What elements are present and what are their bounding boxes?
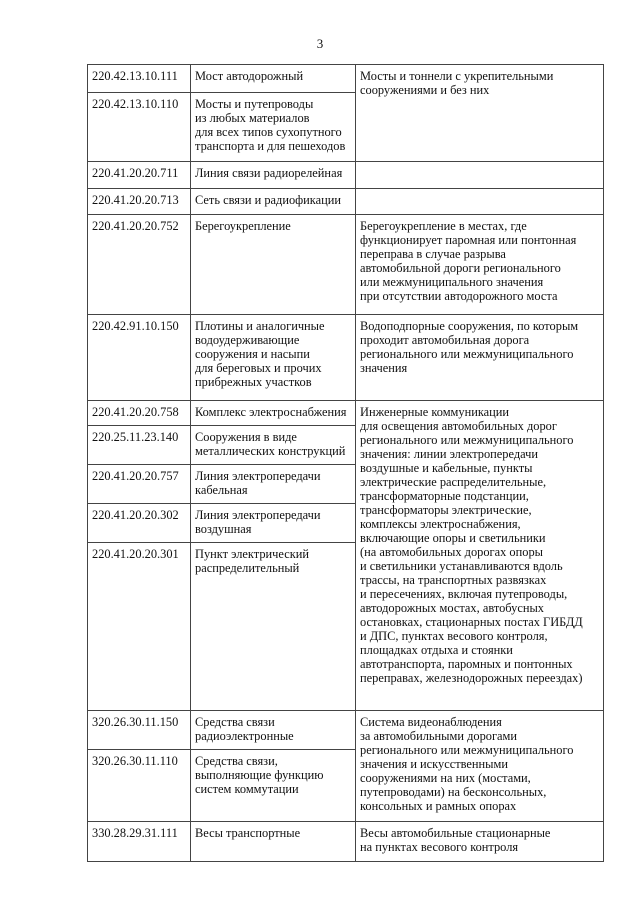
object-name: Средства связи, выполняющие функцию систем коммутации	[191, 750, 356, 822]
okof-code: 220.41.20.20.758	[88, 401, 191, 426]
object-name: Линия электропередачи кабельная	[191, 465, 356, 504]
object-description: Весы автомобильные стационарные на пунктах весового контроля	[356, 822, 604, 862]
okof-code: 220.42.13.10.111	[88, 65, 191, 93]
object-description: Берегоукрепление в местах, где функционирует паромная или понтонная переправа в случае разрыва автомобильной дороги регионального или межмуниципального значения при отсутствии автодорожного моста	[356, 215, 604, 315]
page-number: 3	[316, 36, 324, 51]
okof-code: 220.25.11.23.140	[88, 426, 191, 465]
okof-code: 320.26.30.11.110	[88, 750, 191, 822]
okof-code: 220.41.20.20.752	[88, 215, 191, 315]
object-name: Средства связи радиоэлектронные	[191, 711, 356, 750]
table-row	[88, 189, 604, 215]
object-name: Сеть связи и радиофикации	[191, 189, 356, 215]
classification-table	[87, 64, 604, 862]
table-row	[88, 215, 604, 315]
okof-code: 220.41.20.20.711	[88, 162, 191, 189]
table-row	[88, 822, 604, 862]
table-row	[88, 65, 604, 93]
object-description: Водоподпорные сооружения, по которым проходит автомобильная дорога регионального или межмуниципального значения	[356, 315, 604, 401]
object-name: Мост автодорожный	[191, 65, 356, 93]
object-description: Инженерные коммуникации для освещения автомобильных дорог регионального или межмуниципального значения: линии электропередачи воздушные и кабельные, пункты электрические распределительные, трансформаторные подстанции, трансформаторы электрические, комплексы электроснабжения, включающие опоры и светильники (на автомобильных дорогах опоры и светильники устанавливаются вдоль трассы, на транспортных развязках и пересечениях, включая путепроводы, автодорожных мостах, автобусных остановках, стационарных постах ГИБДД и ДПС, пунктах весового контроля, площадках отдыха и стоянки автотранспорта, паромных и понтонных переправах, железнодорожных переездах)	[356, 401, 604, 711]
okof-code: 220.41.20.20.302	[88, 504, 191, 543]
okof-code: 320.26.30.11.150	[88, 711, 191, 750]
object-description: Мосты и тоннели с укрепительными сооружениями и без них	[356, 65, 604, 162]
okof-code: 220.42.91.10.150	[88, 315, 191, 401]
okof-code: 220.41.20.20.713	[88, 189, 191, 215]
table-row	[88, 711, 604, 750]
object-name: Сооружения в виде металлических конструкций	[191, 426, 356, 465]
object-description	[356, 162, 604, 189]
object-name: Мосты и путепроводы из любых материалов для всех типов сухопутного транспорта и для пешеходов	[191, 93, 356, 162]
object-description	[356, 189, 604, 215]
object-name: Комплекс электроснабжения	[191, 401, 356, 426]
object-name: Плотины и аналогичные водоудерживающие сооружения и насыпи для береговых и прочих прибрежных участков	[191, 315, 356, 401]
okof-code: 220.41.20.20.757	[88, 465, 191, 504]
object-name: Линия электропередачи воздушная	[191, 504, 356, 543]
object-name: Берегоукрепление	[191, 215, 356, 315]
object-description: Система видеонаблюдения за автомобильными дорогами регионального или межмуниципального значения и искусственными сооружениями на них (мостами, путепроводами) на бесконсольных, консольных и рамных опорах	[356, 711, 604, 822]
okof-code: 220.42.13.10.110	[88, 93, 191, 162]
object-name: Весы транспортные	[191, 822, 356, 862]
table-row	[88, 162, 604, 189]
object-name: Линия связи радиорелейная	[191, 162, 356, 189]
table-row	[88, 315, 604, 401]
okof-code: 220.41.20.20.301	[88, 543, 191, 711]
okof-code: 330.28.29.31.111	[88, 822, 191, 862]
table-row	[88, 401, 604, 426]
object-name: Пункт электрический распределительный	[191, 543, 356, 711]
